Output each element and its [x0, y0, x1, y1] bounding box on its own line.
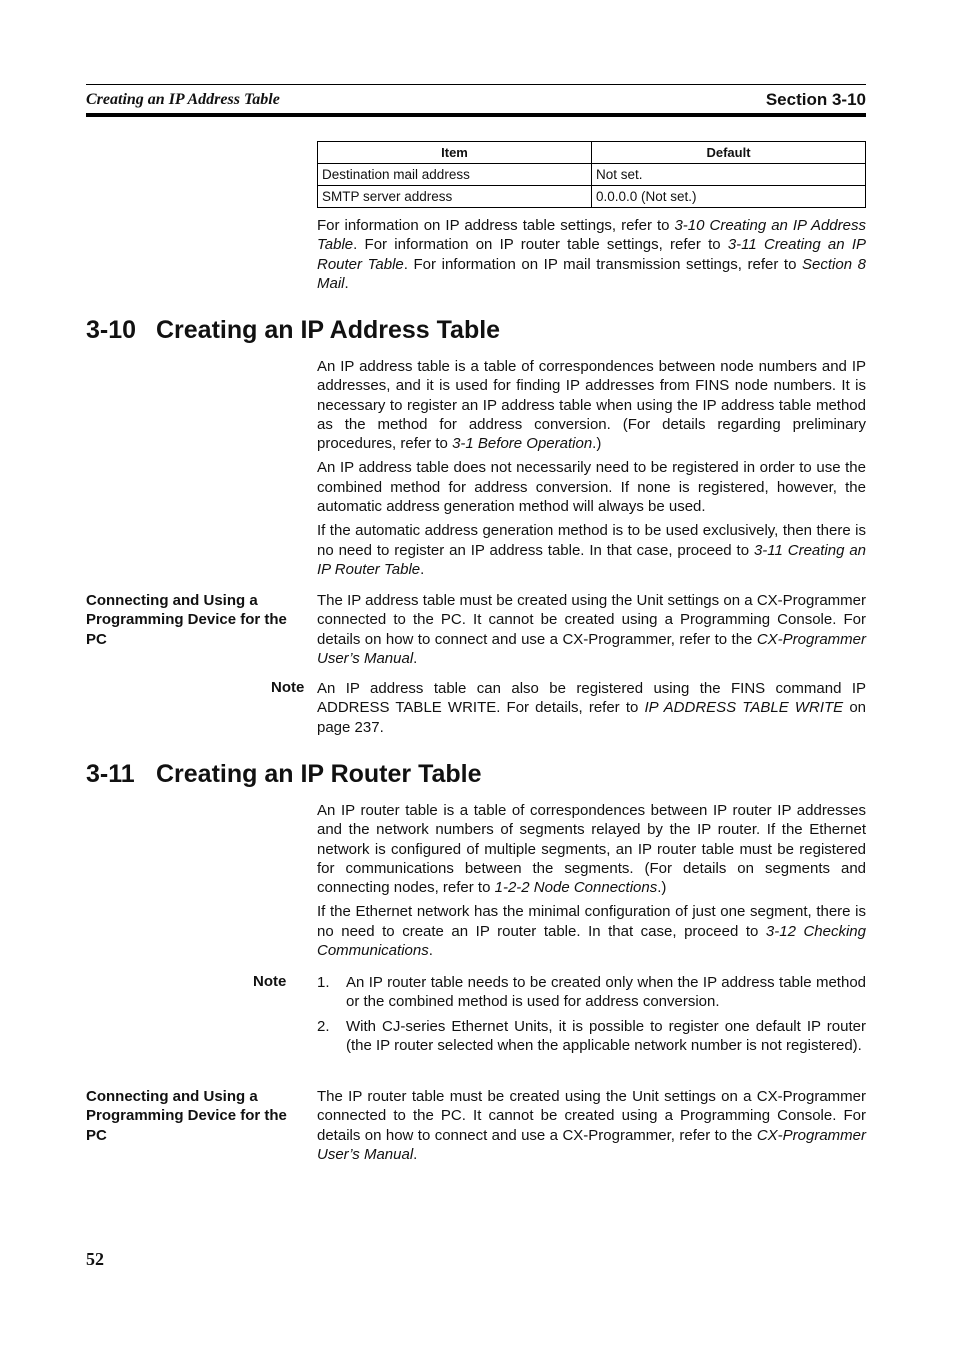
paragraph [317, 591, 866, 668]
note-text [317, 679, 866, 737]
cross-reference-link[interactable]: 3-11 Creating an IP Router Table [317, 541, 867, 578]
cross-reference-link[interactable]: 3-10 Creating an IP Address Table [317, 217, 866, 254]
section-3-11-device-text [317, 1087, 866, 1169]
running-header-title: Creating an IP Address Table [86, 91, 280, 108]
table-row [318, 186, 866, 208]
list-item [317, 1017, 866, 1056]
text: . [413, 649, 418, 667]
list-text: An IP router table needs to be created only when the IP address table method or the combined method is used for address conversion. [346, 974, 866, 1011]
note-label: Note [253, 973, 287, 990]
intro-text [317, 216, 866, 298]
text: on page 237. [317, 699, 867, 736]
column-header-item: Item [318, 142, 592, 164]
manual-reference[interactable]: CX-Programmer User’s Manual [317, 630, 866, 667]
text: An IP router table is a table of correspondences between IP router IP addresses and the network numbers of segments relayed by the IP router. If the Ethernet network is configured of multiple segments, an IP router table must be registered for communications between the segments. (For details on segments and connecting nodes, refer to [317, 802, 866, 897]
section-3-11-body [317, 801, 866, 965]
table-row [318, 164, 866, 186]
header-rule-top [86, 84, 866, 85]
text: .) [657, 879, 667, 897]
section-heading-3-10 [86, 316, 500, 345]
column-header-default: Default [592, 142, 866, 164]
intro-paragraph [317, 216, 866, 293]
cross-reference-link[interactable]: 3-1 Before Operation [452, 435, 593, 453]
list-item [317, 973, 866, 1012]
text: . [428, 942, 433, 960]
cross-reference-link[interactable]: 3-11 Creating an IP Router Table [317, 236, 866, 273]
header-rule-bottom [86, 113, 866, 117]
side-heading-programming-device: Connecting and Using a Programming Device for the PC [86, 592, 287, 648]
section-3-10-body [317, 357, 866, 584]
page-number: 52 [86, 1249, 104, 1269]
section-3-10-note [317, 679, 866, 742]
side-heading-programming-device: Connecting and Using a Programming Device for the PC [86, 1088, 287, 1144]
text: If the automatic address generation method is to be used exclusively, then there is no need to register an IP address table. In that case, proceed to [317, 522, 866, 559]
section-heading-3-11 [86, 760, 482, 789]
paragraph [317, 521, 866, 579]
defaults-table [317, 141, 866, 208]
text: . [413, 1145, 418, 1163]
table-cell: Destination mail address [318, 164, 592, 186]
section-title: Creating an IP Address Table [156, 316, 501, 344]
paragraph [317, 1087, 866, 1164]
section-title: Creating an IP Router Table [156, 760, 482, 788]
table-cell: SMTP server address [318, 186, 592, 208]
list-number: 1. [317, 974, 330, 991]
paragraph [317, 801, 866, 897]
section-number: 3-11 [86, 760, 135, 788]
text: .) [592, 435, 602, 453]
running-header-section: Section 3-10 [765, 90, 866, 109]
text: If the Ethernet network has the minimal configuration of just one segment, there is no need to create an IP router table. In that case, proceed to [317, 903, 866, 940]
text: . [344, 274, 349, 292]
section-number: 3-10 [86, 316, 137, 344]
paragraph: An IP address table does not necessarily need to be registered in order to use the combined method for address conversion. If none is registered, however, the automatic address generation method will always be used. [317, 459, 866, 516]
paragraph [317, 357, 866, 453]
text: The IP router table must be created using the Unit settings on a CX-Programmer connected to the PC. It cannot be created using a Programming Console. For details on how to connect and use a CX-Programmer, refer to the [317, 1088, 866, 1144]
text: For information on IP address table settings, refer to [317, 217, 675, 234]
table-header-row [318, 142, 866, 164]
paragraph [317, 902, 866, 960]
text: An IP address table is a table of correspondences between node numbers and IP addresses, and it is used for finding IP addresses from FINS node numbers. It is necessary to register an IP address table when using the IP address table method as the method for address conversion. (For details regarding preliminary procedures, refer to [317, 358, 866, 453]
list-text: With CJ-series Ethernet Units, it is possible to register one default IP router (the IP router selected when the applicable network number is not registered). [346, 1017, 866, 1054]
cross-reference-link[interactable]: IP ADDRESS TABLE WRITE [644, 699, 844, 717]
text: An IP address table can also be registered using the FINS command IP ADDRESS TABLE WRITE. For details, refer to [317, 680, 866, 717]
text: . For information on IP router table settings, refer to [353, 236, 728, 254]
section-3-10-device-text [317, 591, 866, 673]
cross-reference-link[interactable]: Section 8 Mail [317, 255, 866, 292]
notes-list [317, 973, 866, 1060]
table-cell: Not set. [592, 164, 866, 186]
text: . For information on IP mail transmission settings, refer to [403, 255, 803, 273]
list-number: 2. [317, 1017, 330, 1035]
cross-reference-link[interactable]: 1-2-2 Node Connections [494, 879, 658, 897]
manual-reference[interactable]: CX-Programmer User’s Manual [317, 1126, 866, 1163]
table-cell: 0.0.0.0 (Not set.) [592, 186, 866, 208]
note-label: Note [271, 679, 305, 696]
text: The IP address table must be created using the Unit settings on a CX-Programmer connected to the PC. It cannot be created using a Programming Console. For details on how to connect and use a CX-Programmer, refer to the [317, 592, 866, 648]
text: . [420, 560, 425, 578]
cross-reference-link[interactable]: 3-12 Checking Communications [317, 922, 866, 960]
